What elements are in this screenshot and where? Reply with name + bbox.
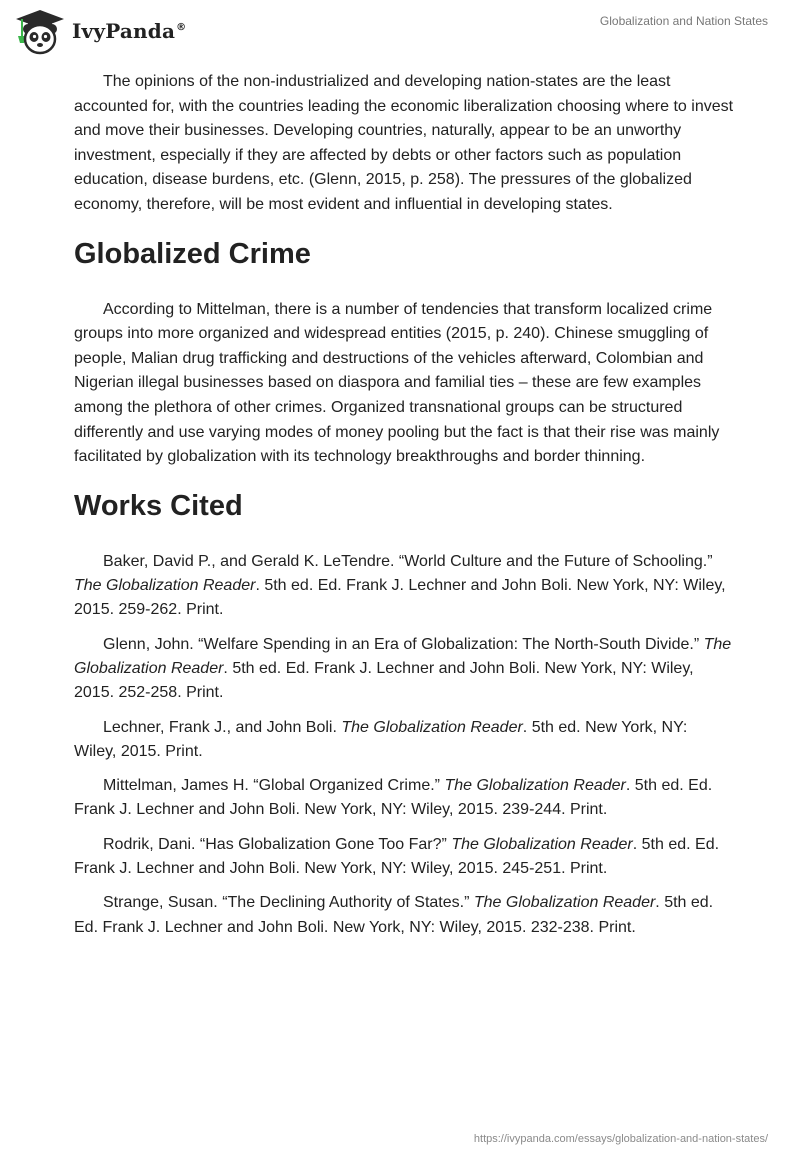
essay-content	[74, 70, 734, 950]
section-heading: Globalized Crime	[74, 237, 311, 270]
document-title: Globalization and Nation States	[599, 14, 768, 28]
citation-entry: Mittelman, James H. “Global Organized Crime.” The Globalization Reader. 5th ed. Ed. Frank J. Lechner and John Boli. New York, NY: Wiley, 2015. 239-244. Print.	[74, 777, 713, 819]
citation-entry: Baker, David P., and Gerald K. LeTendre. “World Culture and the Future of Schooling.” The Globalization Reader. 5th ed. Ed. Frank J. Lechner and John Boli. New York, NY: Wiley, 2015. 259-262. Print.	[74, 552, 726, 619]
page-header	[0, 0, 800, 62]
source-url-link[interactable]: https://ivypanda.com/essays/globalization-and-nation-states/	[473, 1133, 768, 1145]
body-paragraph: The opinions of the non-industrialized and developing nation-states are the least accounted for, with the countries leading the economic liberalization choosing where to invest and move their businesses. Developing countries, naturally, appear to be an unworthy investment, especially if they are affected by debts or other factors such as population education, disease burdens, etc. (Glenn, 2015, p. 258). The pressures of the globalized economy, therefore, will be most evident and influential in developing states.	[74, 73, 734, 213]
registered-mark: ®	[176, 22, 187, 34]
citation-entry: Lechner, Frank J., and John Boli. The Globalization Reader. 5th ed. New York, NY: Wiley, 2015. Print.	[74, 718, 688, 760]
citation-entry: Strange, Susan. “The Declining Authority of States.” The Globalization Reader. 5th ed. Ed. Frank J. Lechner and John Boli. New York, NY: Wiley, 2015. 232-238. Print.	[74, 894, 714, 936]
ivypanda-logo[interactable]	[14, 6, 186, 56]
citation-entry: Glenn, John. “Welfare Spending in an Era of Globalization: The North-South Divide.” The Globalization Reader. 5th ed. Ed. Frank J. Lechner and John Boli. New York, NY: Wiley, 2015. 252-258. Print.	[74, 635, 732, 702]
brand-name: IvyPanda®	[72, 19, 187, 43]
body-paragraph: According to Mittelman, there is a number of tendencies that transform localized crime groups into more organized and widespread entities (2015, p. 240). Chinese smuggling of people, Malian drug trafficking and destructions of the vehicles afterward, Colombian and Nigerian illegal businesses based on diaspora and familial ties – these are few examples among the plethora of other crimes. Organized transnational groups can be structured differently and use varying modes of money pooling but the fact is that their rise was mainly facilitated by globalization with its technology breakthroughs and border thinning.	[74, 300, 720, 466]
citation-entry: Rodrik, Dani. “Has Globalization Gone Too Far?” The Globalization Reader. 5th ed. Ed. Frank J. Lechner and John Boli. New York, NY: Wiley, 2015. 245-251. Print.	[74, 835, 720, 877]
panda-graduate-icon	[14, 6, 66, 56]
works-cited-heading: Works Cited	[74, 489, 243, 522]
